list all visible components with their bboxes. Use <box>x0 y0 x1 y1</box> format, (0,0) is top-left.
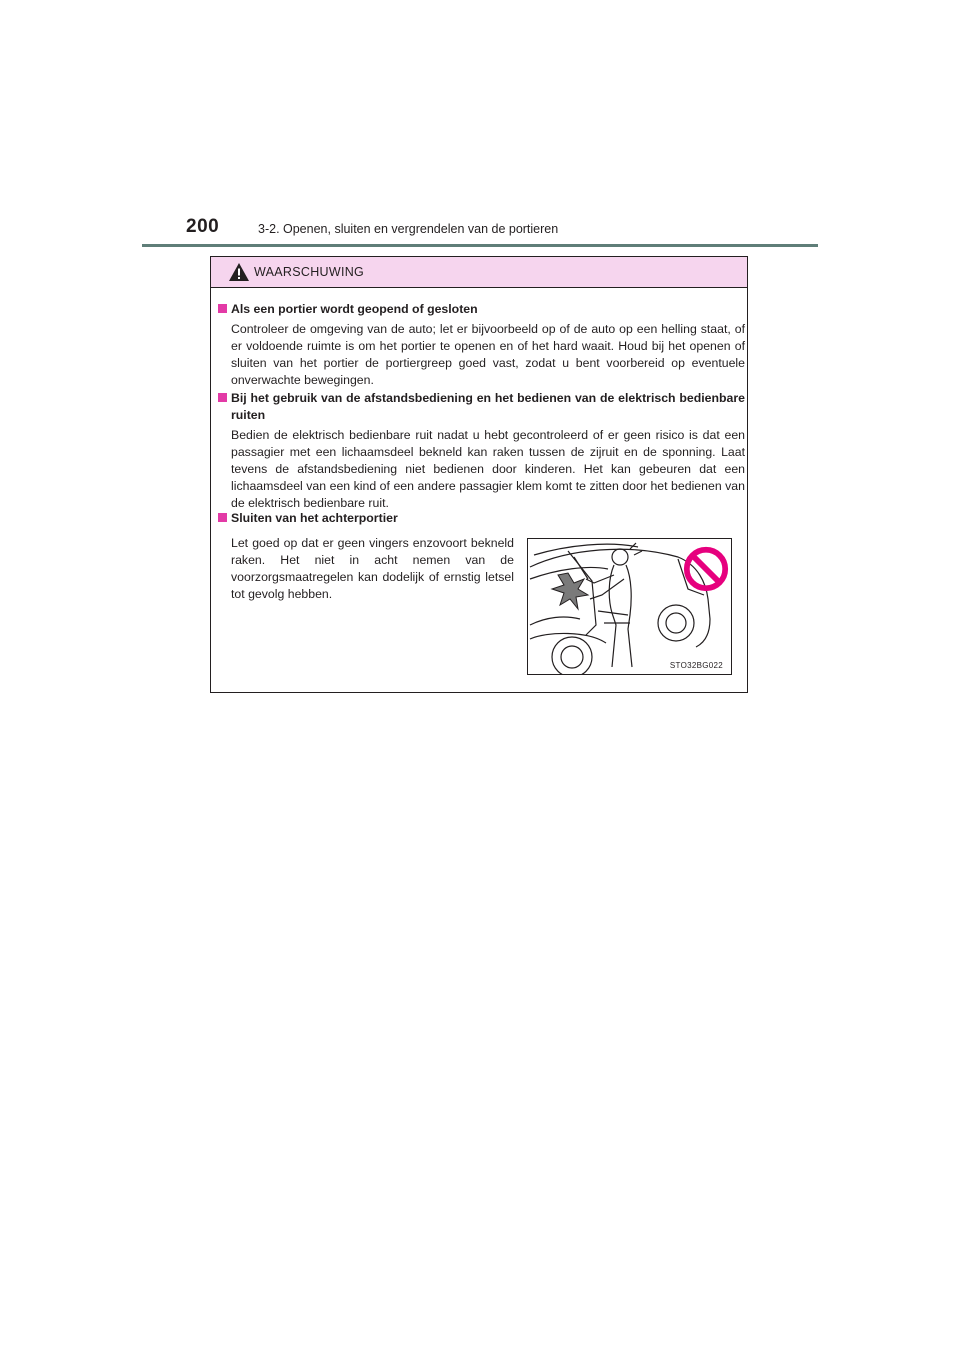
warning-box <box>210 256 748 693</box>
prohibition-icon <box>682 545 730 593</box>
item-heading <box>217 390 745 424</box>
warning-item-door-open-close <box>217 301 745 389</box>
item-body: Bedien de elektrisch bedienbare ruit nadat u hebt gecontroleerd of er geen risico is dat een passagier met een lichaamsdeel bekneld kan raken tussen de zijruit en de sponning. Laat tevens de afstandsbediening niet bedienen door kinderen. Het kan gebeuren dat een lichaamsdeel van een kind of een andere passagier klem komt te zitten door het bedienen van de elektrisch bedienbare ruit. <box>231 428 745 510</box>
back-door-illustration <box>527 538 732 675</box>
impact-burst-icon <box>552 573 588 609</box>
bullet-square-icon <box>218 513 227 522</box>
item-heading-text: Bij het gebruik van de afstandsbediening en het bedienen van de elektrisch bedienbare ruiten <box>231 391 745 422</box>
warning-triangle-icon <box>228 262 250 282</box>
illustration-code: STO32BG022 <box>669 661 723 670</box>
warning-item-remote-windows <box>217 390 745 512</box>
bullet-square-icon <box>218 304 227 313</box>
warning-title: WAARSCHUWING <box>254 265 365 279</box>
bullet-square-icon <box>218 393 227 402</box>
page-number: 200 <box>186 216 220 237</box>
warning-header <box>211 257 747 288</box>
item-heading <box>217 301 745 318</box>
item-body: Let goed op dat er geen vingers enzovoort bekneld raken. Het niet in acht nemen van de voorzorgsmaatregelen kan dodelijk of ernstig letsel tot gevolg hebben. <box>231 536 514 601</box>
item-body: Controleer de omgeving van de auto; let er bijvoorbeeld op of de auto op een helling staat, of er voldoende ruimte is om het portier te openen en of het hard waait. Houd bij het openen of sluiten van het portier de portiergreep goed vast, zodat u bent voorbereid op eventuele onverwachte bewegingen. <box>231 322 745 387</box>
item-heading-text: Als een portier wordt geopend of gesloten <box>231 302 478 316</box>
header-rule <box>142 244 818 247</box>
item-heading-text: Sluiten van het achterportier <box>231 511 398 525</box>
item-heading <box>217 510 745 527</box>
section-title: 3-2. Openen, sluiten en vergrendelen van de portieren <box>258 222 559 236</box>
